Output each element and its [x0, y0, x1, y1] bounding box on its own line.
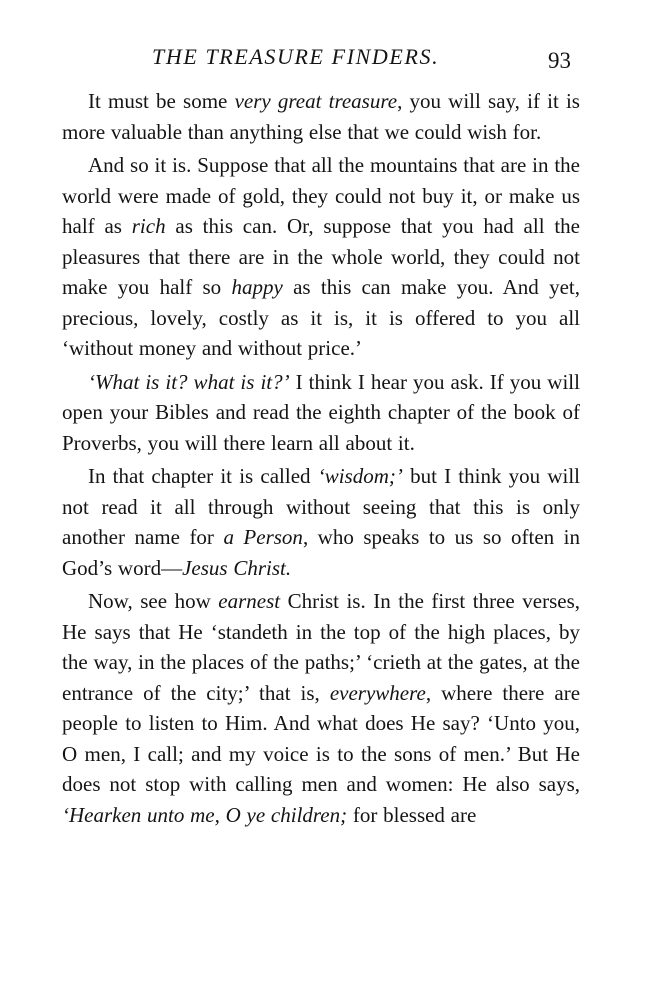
- italic-text-run: Jesus Christ.: [182, 555, 292, 580]
- paragraph: [62, 150, 580, 364]
- text-run: It must be some: [88, 89, 235, 113]
- paragraph: [62, 86, 580, 147]
- italic-text-run: earnest: [218, 589, 281, 613]
- paragraph: [62, 367, 580, 459]
- text-run: I think I hear you ask. If you will open your Bibles and read the eighth chapter of the book of Proverbs, you will there learn all about it.: [62, 369, 580, 455]
- text-run: , you will say, if it is more valuable than anything else that we could wish for.: [62, 89, 580, 144]
- text-run: Now, see how: [88, 589, 219, 613]
- text-run: In that chapter it is called: [88, 464, 318, 488]
- text-run: as this can. Or, suppose that you had all the pleasures that there are in the whole world, they could not make you half so: [62, 214, 580, 299]
- text-run: but I think you will not read it all through without seeing that this is only another name for: [62, 464, 580, 549]
- italic-text-run: rich: [131, 214, 166, 238]
- italic-text-run: everywhere: [329, 680, 426, 705]
- italic-text-run: very great treasure: [234, 89, 398, 113]
- text-run: , where there are people to listen to Him. And what does He say? ‘Unto you, O men, I call; and my voice is to the sons of men.’ But He does not stop with calling men and women: He also says,: [62, 680, 581, 796]
- italic-text-run: ‘What is it? what is it?’: [88, 369, 290, 394]
- body-text: [62, 86, 580, 833]
- paragraph: [62, 586, 580, 830]
- italic-text-run: a Person: [223, 525, 303, 549]
- text-run: Christ is. In the first three verses, He says that He ‘standeth in the top of the high places, by the way, in the places of the paths;’ ‘crieth at the gates, at the entrance of the city;’ that is,: [62, 589, 580, 705]
- text-run: as this can make you. And yet, precious, lovely, costly as it is, it is offered to you all ‘without money and without price.’: [62, 275, 580, 360]
- running-title: THE TREASURE FINDERS.: [152, 44, 440, 69]
- text-run: for blessed are: [347, 802, 477, 827]
- page-number: 93: [548, 48, 571, 73]
- running-head: [0, 40, 667, 80]
- text-run: , who speaks to us so often in God’s word—: [62, 525, 580, 580]
- text-run: And so it is. Suppose that all the mountains that are in the world were made of gold, they could not buy it, or make us half as: [62, 153, 580, 238]
- italic-text-run: ‘Hearken unto me, O ye children;: [62, 802, 348, 827]
- italic-text-run: ‘wisdom;’: [317, 464, 403, 488]
- italic-text-run: happy: [231, 275, 283, 299]
- paragraph: [62, 461, 580, 583]
